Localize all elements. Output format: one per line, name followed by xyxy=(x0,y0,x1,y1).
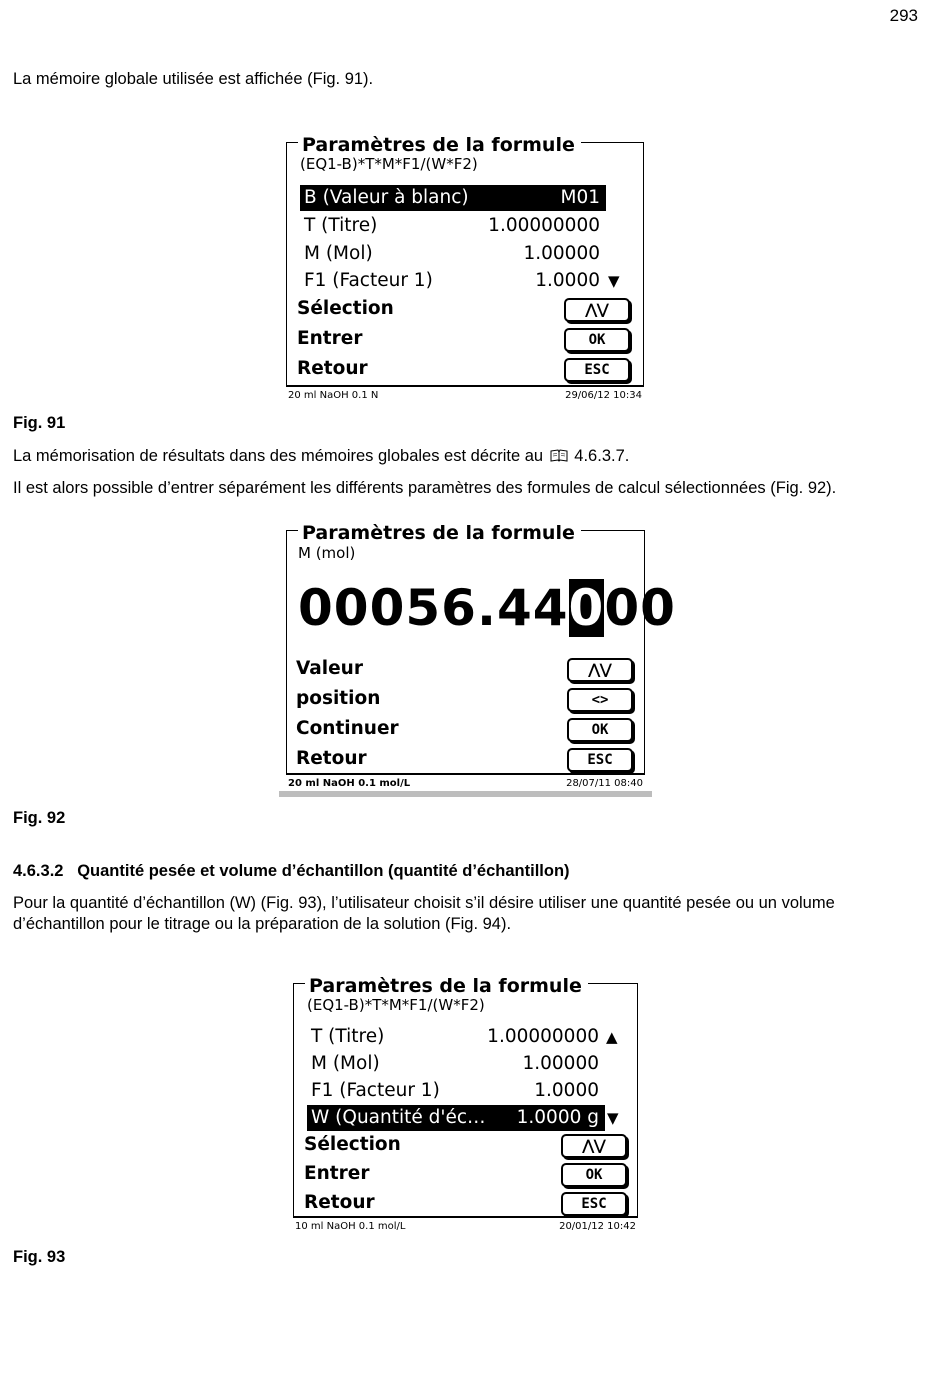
action-label: Sélection xyxy=(297,298,394,319)
action-label: position xyxy=(296,688,381,709)
status-left: 20 ml NaOH 0.1 N xyxy=(288,390,379,401)
param-row-t[interactable] xyxy=(300,213,606,239)
leftright-key[interactable]: <> xyxy=(567,688,633,712)
action-label: Sélection xyxy=(304,1134,401,1155)
scroll-down-icon[interactable]: ▼ xyxy=(608,272,620,290)
action-label: Valeur xyxy=(296,658,363,679)
param-label: T (Titre) xyxy=(304,215,378,236)
param-label: T (Titre) xyxy=(311,1026,385,1047)
param-label: F1 (Facteur 1) xyxy=(304,270,433,291)
action-label: Retour xyxy=(296,748,367,769)
screen-fig91 xyxy=(286,132,644,404)
status-bar xyxy=(286,386,644,404)
status-right: 28/07/11 08:40 xyxy=(566,778,643,789)
updown-key[interactable]: ⋀⋁ xyxy=(561,1134,627,1158)
status-bar xyxy=(286,774,645,792)
screen-fig93 xyxy=(293,973,638,1235)
action-position xyxy=(296,686,641,714)
param-row-b[interactable] xyxy=(300,185,606,211)
param-row-f1[interactable] xyxy=(307,1078,605,1104)
action-label: Entrer xyxy=(297,328,363,349)
param-value: 1.0000 xyxy=(535,270,600,291)
action-selection xyxy=(297,296,637,324)
action-label: Retour xyxy=(297,358,368,379)
page-number: 293 xyxy=(889,6,918,25)
action-label: Entrer xyxy=(304,1163,370,1184)
action-enter xyxy=(304,1161,634,1189)
screen-title: Paramètres de la formule xyxy=(298,134,581,156)
status-right: 29/06/12 10:34 xyxy=(565,390,642,401)
number-before-cursor: 00056.44 xyxy=(298,579,569,637)
action-back xyxy=(297,356,637,384)
param-value: 1.00000000 xyxy=(488,215,600,236)
ok-key[interactable]: OK xyxy=(564,328,630,352)
param-value: 1.00000 xyxy=(523,243,600,264)
edit-cursor-digit[interactable]: 0 xyxy=(568,579,605,637)
scroll-down-icon[interactable]: ▼ xyxy=(607,1109,619,1127)
ok-key[interactable]: OK xyxy=(561,1163,627,1187)
status-left: 10 ml NaOH 0.1 mol/L xyxy=(295,1221,406,1232)
screen-title: Paramètres de la formule xyxy=(298,522,581,544)
screen-title: Paramètres de la formule xyxy=(305,975,588,997)
paragraph-text: La mémorisation de résultats dans des mémoires globales est décrite au xyxy=(13,447,544,465)
esc-key[interactable]: ESC xyxy=(567,748,633,772)
scroll-up-icon[interactable]: ▲ xyxy=(606,1028,618,1046)
action-enter xyxy=(297,326,637,354)
paragraph-separate-entry: Il est alors possible d’entrer séparément les différents paramètres des formules de calcul sélectionnées (Fig. 92). xyxy=(13,479,837,497)
paragraph-sample-quantity: Pour la quantité d’échantillon (W) (Fig. 93), l’utilisateur choisit s’il désire utiliser une quantité pesée ou un volume d’échantillon pour le titrage ou la préparation de la solution (Fig. 94). xyxy=(13,894,835,933)
figure-caption: Fig. 93 xyxy=(13,1248,66,1266)
param-label: B (Valeur à blanc) xyxy=(304,187,469,208)
action-value xyxy=(296,656,641,684)
status-right: 20/01/12 10:42 xyxy=(559,1221,636,1232)
ok-key[interactable]: OK xyxy=(567,718,633,742)
number-after-cursor: 00 xyxy=(604,579,676,637)
paragraph-global-memory xyxy=(13,446,629,467)
param-row-m[interactable] xyxy=(300,241,606,267)
action-back xyxy=(304,1190,634,1218)
param-label: W (Quantité d'éc… xyxy=(311,1107,486,1128)
status-left: 20 ml NaOH 0.1 mol/L xyxy=(288,778,411,789)
updown-key[interactable]: ⋀⋁ xyxy=(564,298,630,322)
param-row-t[interactable] xyxy=(307,1024,605,1050)
param-value: 1.00000 xyxy=(522,1053,599,1074)
param-row-w[interactable] xyxy=(307,1105,605,1131)
esc-key[interactable]: ESC xyxy=(561,1192,627,1216)
param-subtitle: M (mol) xyxy=(298,544,356,562)
action-label: Retour xyxy=(304,1192,375,1213)
action-label: Continuer xyxy=(296,718,399,739)
action-selection xyxy=(304,1132,634,1160)
param-value: 1.0000 xyxy=(534,1080,599,1101)
param-label: F1 (Facteur 1) xyxy=(311,1080,440,1101)
screen-fig92 xyxy=(286,520,676,792)
param-label: M (Mol) xyxy=(311,1053,380,1074)
param-row-f1[interactable] xyxy=(300,268,606,294)
figure-caption: Fig. 91 xyxy=(13,414,66,432)
esc-key[interactable]: ESC xyxy=(564,358,630,382)
param-label: M (Mol) xyxy=(304,243,373,264)
paragraph-memory: La mémoire globale utilisée est affichée (Fig. 91). xyxy=(13,70,374,88)
figure-caption: Fig. 92 xyxy=(13,809,66,827)
updown-key[interactable]: ⋀⋁ xyxy=(567,658,633,682)
param-value: M01 xyxy=(560,187,600,208)
action-continue xyxy=(296,716,641,744)
param-row-m[interactable] xyxy=(307,1051,605,1077)
book-icon xyxy=(550,449,568,462)
numeric-entry-display[interactable] xyxy=(298,580,676,636)
action-back xyxy=(296,746,641,774)
status-bar xyxy=(293,1217,638,1235)
cross-reference[interactable]: 4.6.3.7. xyxy=(574,447,630,465)
formula-text: (EQ1-B)*T*M*F1/(W*F2) xyxy=(307,996,485,1014)
param-value: 1.0000 g xyxy=(516,1107,599,1128)
section-heading: 4.6.3.2 Quantité pesée et volume d’échantillon (quantité d’échantillon) xyxy=(13,862,570,880)
formula-text: (EQ1-B)*T*M*F1/(W*F2) xyxy=(300,155,478,173)
param-value: 1.00000000 xyxy=(487,1026,599,1047)
